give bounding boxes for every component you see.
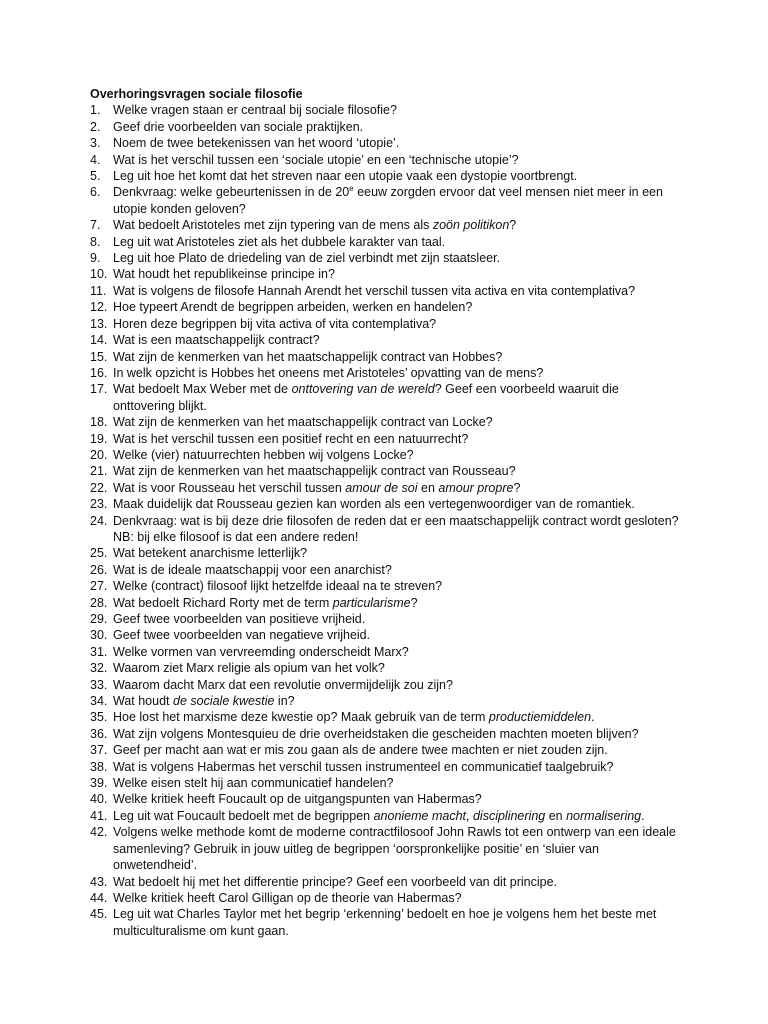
question-item bbox=[90, 168, 680, 184]
question-text: amour propre bbox=[438, 480, 514, 495]
question-item bbox=[90, 874, 680, 890]
question-number: 37. bbox=[90, 743, 108, 758]
question-text: de sociale kwestie bbox=[173, 694, 275, 709]
question-text: Leg uit wat Foucault bedoelt met de begrippen bbox=[113, 808, 374, 823]
question-item bbox=[90, 890, 680, 906]
question-text: Horen deze begrippen bij vita activa of vita contemplativa? bbox=[113, 316, 437, 331]
question-item bbox=[90, 627, 680, 643]
question-text: Geef per macht aan wat er mis zou gaan als de andere twee machten er niet zouden zijn. bbox=[113, 743, 608, 758]
question-number: 28. bbox=[90, 595, 108, 610]
question-text: Leg uit wat Aristoteles ziet als het dubbele karakter van taal. bbox=[113, 234, 446, 249]
question-text: disciplinering bbox=[472, 808, 546, 823]
question-number: 30. bbox=[90, 628, 108, 643]
question-number: 19. bbox=[90, 431, 108, 446]
question-text: , bbox=[466, 808, 473, 823]
question-number: 22. bbox=[90, 480, 108, 495]
question-number: 18. bbox=[90, 415, 108, 430]
question-item bbox=[90, 447, 680, 463]
question-text: Wat is het verschil tussen een ‘sociale utopie’ en een ‘technische utopie’? bbox=[113, 152, 519, 167]
question-text: zoön politikon bbox=[432, 218, 510, 233]
question-text: Maak duidelijk dat Rousseau gezien kan worden als een vertegenwoordiger van de romantiek. bbox=[113, 497, 635, 512]
question-item bbox=[90, 316, 680, 332]
question-text: ? Geef een voorbeeld waaruit die onttovering blijkt. bbox=[113, 382, 619, 413]
question-item bbox=[90, 578, 680, 594]
question-text: in? bbox=[274, 694, 295, 709]
question-item bbox=[90, 644, 680, 660]
question-text: Geef twee voorbeelden van positieve vrijheid. bbox=[113, 612, 366, 626]
question-number: 21. bbox=[90, 464, 108, 479]
question-text: Waarom dacht Marx dat een revolutie onvermijdelijk zou zijn? bbox=[113, 677, 453, 692]
question-text: Leg uit hoe Plato de driedeling van de ziel verbindt met zijn staatsleer. bbox=[113, 251, 501, 266]
question-text: Wat is volgens de filosofe Hannah Arendt het verschil tussen vita activa en vita contemplativa? bbox=[113, 283, 636, 298]
question-item bbox=[90, 349, 680, 365]
question-text: Wat bedoelt Max Weber met de bbox=[113, 382, 292, 397]
question-number: 27. bbox=[90, 579, 108, 594]
question-item bbox=[90, 217, 680, 233]
question-text: . bbox=[641, 808, 645, 823]
question-item bbox=[90, 677, 680, 693]
question-item bbox=[90, 611, 680, 627]
question-number: 7. bbox=[90, 218, 101, 233]
question-text: Welke kritiek heeft Carol Gilligan op de theorie van Habermas? bbox=[113, 890, 462, 905]
question-number: 14. bbox=[90, 333, 108, 348]
question-item bbox=[90, 480, 680, 496]
question-number: 1. bbox=[90, 103, 101, 118]
question-item bbox=[90, 102, 680, 118]
question-text: In welk opzicht is Hobbes het oneens met Aristoteles’ opvatting van de mens? bbox=[113, 365, 544, 380]
question-text: particularisme bbox=[332, 595, 411, 610]
question-number: 31. bbox=[90, 644, 108, 659]
question-number: 40. bbox=[90, 792, 108, 807]
question-number: 29. bbox=[90, 612, 108, 626]
question-item bbox=[90, 808, 680, 824]
question-text: Wat zijn volgens Montesquieu de drie overheidstaken die gescheiden machten moeten blijven? bbox=[113, 726, 639, 741]
question-text: en bbox=[417, 480, 439, 495]
question-number: 16. bbox=[90, 365, 108, 380]
question-item bbox=[90, 463, 680, 479]
question-text: Welke vragen staan er centraal bij sociale filosofie? bbox=[113, 103, 397, 118]
question-text: Welke kritiek heeft Foucault op de uitgangspunten van Habermas? bbox=[113, 792, 482, 807]
question-text: Wat is een maatschappelijk contract? bbox=[113, 333, 320, 348]
question-item bbox=[90, 152, 680, 168]
question-text: Denkvraag: welke gebeurtenissen in de 20 bbox=[113, 185, 350, 200]
question-text: amour de soi bbox=[345, 480, 418, 495]
question-number: 17. bbox=[90, 382, 108, 397]
question-item bbox=[90, 431, 680, 447]
question-item bbox=[90, 184, 680, 217]
question-item bbox=[90, 283, 680, 299]
question-text: Wat houdt bbox=[113, 694, 173, 709]
question-text: Geef twee voorbeelden van negatieve vrijheid. bbox=[113, 628, 371, 643]
question-number: 35. bbox=[90, 710, 108, 725]
question-item bbox=[90, 726, 680, 742]
question-text: Geef drie voorbeelden van sociale praktijken. bbox=[113, 119, 364, 134]
question-number: 8. bbox=[90, 234, 101, 249]
question-text: Wat houdt het republikeinse principe in? bbox=[113, 267, 335, 282]
question-text: Wat is het verschil tussen een positief recht en een natuurrecht? bbox=[113, 431, 469, 446]
question-text: Leg uit hoe het komt dat het streven naar een utopie vaak een dystopie voortbrengt. bbox=[113, 169, 578, 184]
question-number: 15. bbox=[90, 349, 108, 364]
question-item bbox=[90, 742, 680, 758]
question-item bbox=[90, 119, 680, 135]
question-item bbox=[90, 496, 680, 512]
question-text: e bbox=[349, 184, 354, 194]
question-text: Noem de twee betekenissen van het woord ‘utopie’. bbox=[113, 136, 400, 151]
question-number: 33. bbox=[90, 677, 108, 692]
question-item bbox=[90, 332, 680, 348]
question-text: Wat zijn de kenmerken van het maatschappelijk contract van Locke? bbox=[113, 415, 493, 430]
question-number: 25. bbox=[90, 546, 108, 561]
question-number: 13. bbox=[90, 316, 108, 331]
question-text: Welke (vier) natuurrechten hebben wij volgens Locke? bbox=[113, 447, 414, 462]
question-item bbox=[90, 824, 680, 873]
question-number: 26. bbox=[90, 562, 108, 577]
question-item bbox=[90, 234, 680, 250]
question-text: anonieme macht bbox=[373, 808, 467, 823]
question-text: Wat bedoelt Aristoteles met zijn typering van de mens als bbox=[113, 218, 433, 233]
question-text: en bbox=[545, 808, 567, 823]
question-item bbox=[90, 693, 680, 709]
question-text: Leg uit wat Charles Taylor met het begrip ‘erkenning’ bedoelt en hoe je volgens hem het beste met multiculturalisme om kunt gaan. bbox=[113, 907, 657, 938]
question-number: 9. bbox=[90, 251, 101, 266]
question-text: Waarom ziet Marx religie als opium van het volk? bbox=[113, 661, 385, 676]
document-content bbox=[90, 86, 680, 939]
question-text: Wat is volgens Habermas het verschil tussen instrumenteel en communicatief taalgebruik? bbox=[113, 759, 614, 774]
question-number: 11. bbox=[90, 283, 107, 298]
question-text: onttovering van de wereld bbox=[291, 382, 435, 397]
question-number: 38. bbox=[90, 759, 108, 774]
question-number: 20. bbox=[90, 447, 108, 462]
question-number: 44. bbox=[90, 890, 108, 905]
question-text: Welke vormen van vervreemding onderscheidt Marx? bbox=[113, 644, 409, 659]
question-number: 10. bbox=[90, 267, 108, 282]
question-text: Hoe lost het marxisme deze kwestie op? Maak gebruik van de term bbox=[113, 710, 489, 725]
question-number: 36. bbox=[90, 726, 108, 741]
question-item bbox=[90, 414, 680, 430]
question-text: ? bbox=[513, 480, 521, 495]
question-item bbox=[90, 660, 680, 676]
question-list bbox=[90, 102, 680, 939]
question-text: Wat zijn de kenmerken van het maatschappelijk contract van Rousseau? bbox=[113, 464, 516, 479]
question-number: 23. bbox=[90, 497, 108, 512]
question-number: 6. bbox=[90, 185, 101, 200]
question-item bbox=[90, 545, 680, 561]
question-number: 12. bbox=[90, 300, 108, 315]
question-number: 32. bbox=[90, 661, 108, 676]
question-number: 3. bbox=[90, 136, 101, 151]
question-item bbox=[90, 595, 680, 611]
question-number: 24. bbox=[90, 513, 108, 528]
question-number: 4. bbox=[90, 152, 101, 167]
question-text: Wat is voor Rousseau het verschil tussen bbox=[113, 480, 346, 495]
document-title: Overhoringsvragen sociale filosofie bbox=[90, 87, 303, 101]
question-item bbox=[90, 135, 680, 151]
question-item bbox=[90, 365, 680, 381]
question-number: 39. bbox=[90, 776, 108, 791]
question-number: 43. bbox=[90, 874, 108, 889]
question-item bbox=[90, 759, 680, 775]
question-item bbox=[90, 775, 680, 791]
question-text: Wat bedoelt Richard Rorty met de term bbox=[113, 595, 333, 610]
question-text: Wat zijn de kenmerken van het maatschappelijk contract van Hobbes? bbox=[113, 349, 503, 364]
question-item bbox=[90, 250, 680, 266]
question-text: ? bbox=[509, 218, 517, 233]
question-text: Wat bedoelt hij met het differentie principe? Geef een voorbeeld van dit principe. bbox=[113, 874, 558, 889]
question-number: 45. bbox=[90, 907, 108, 922]
question-number: 34. bbox=[90, 694, 108, 709]
question-number: 41. bbox=[90, 808, 108, 823]
question-item bbox=[90, 299, 680, 315]
question-text: Wat betekent anarchisme letterlijk? bbox=[113, 546, 308, 561]
question-text: Volgens welke methode komt de moderne contractfilosoof John Rawls tot een ontwerp van een ideale samenleving? Gebruik in jouw uitleg de begrippen ‘oorspronkelijke positie’ en ‘sluier van onwetendheid’. bbox=[113, 825, 676, 873]
question-number: 2. bbox=[90, 119, 101, 134]
question-text: productiemiddelen bbox=[488, 710, 592, 725]
question-text: Hoe typeert Arendt de begrippen arbeiden, werken en handelen? bbox=[113, 300, 473, 315]
question-number: 42. bbox=[90, 825, 108, 840]
question-item bbox=[90, 791, 680, 807]
question-text: ? bbox=[410, 595, 418, 610]
question-item bbox=[90, 709, 680, 725]
question-item bbox=[90, 562, 680, 578]
question-number: 5. bbox=[90, 169, 101, 184]
question-text: Welke eisen stelt hij aan communicatief handelen? bbox=[113, 776, 394, 791]
question-text: normalisering bbox=[566, 808, 642, 823]
question-text: Welke (contract) filosoof lijkt hetzelfde ideaal na te streven? bbox=[113, 579, 443, 594]
question-item bbox=[90, 381, 680, 414]
question-text: . bbox=[591, 710, 595, 725]
question-text: Denkvraag: wat is bij deze drie filosofen de reden dat er een maatschappelijk contract wordt gesloten? NB: bij elke filosoof is dat een andere reden! bbox=[113, 513, 679, 544]
question-text: Wat is de ideale maatschappij voor een anarchist? bbox=[113, 562, 392, 577]
question-item bbox=[90, 513, 680, 546]
question-item bbox=[90, 266, 680, 282]
question-text: eeuw zorgden ervoor dat veel mensen niet meer in een utopie konden geloven? bbox=[113, 185, 663, 216]
question-item bbox=[90, 906, 680, 939]
